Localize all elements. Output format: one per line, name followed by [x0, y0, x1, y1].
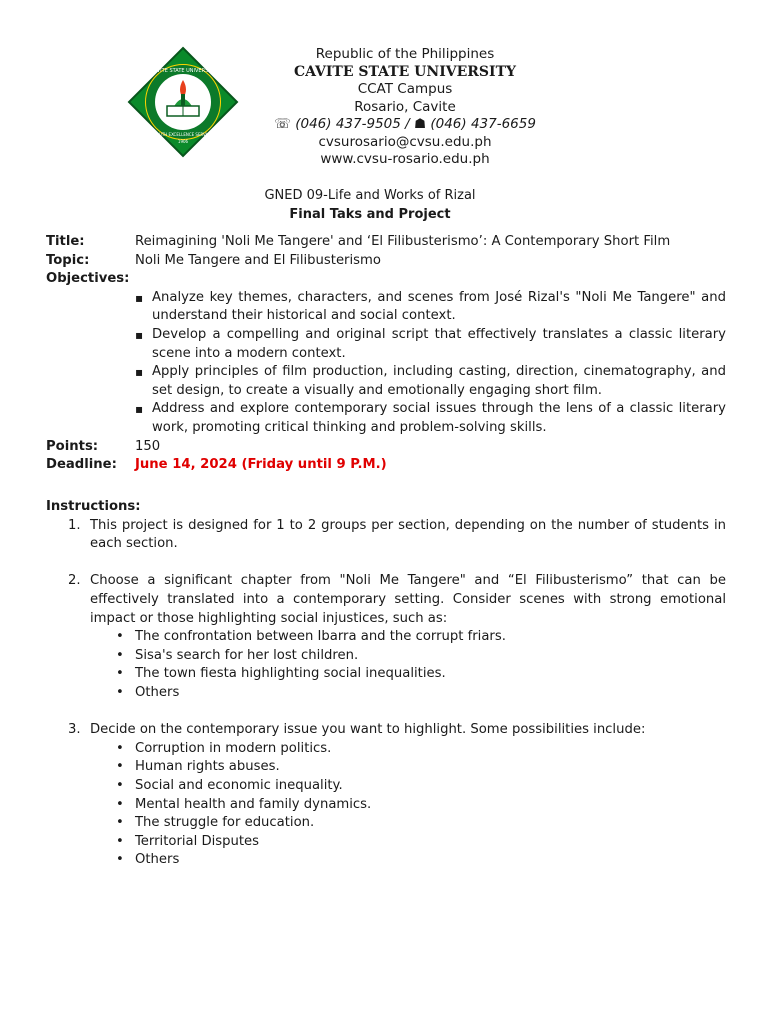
instructions-title: Instructions:: [46, 499, 141, 514]
course-subtitle: Final Taks and Project: [289, 207, 451, 222]
list-item: ▪ Develop a compelling and original script that effectively translates a classic literary scene into a modern context.: [135, 326, 726, 363]
instruction-step-1: [46, 517, 726, 554]
objectives-row: [46, 270, 726, 289]
list-item: • Sisa's search for her lost children.: [116, 647, 726, 666]
instructions-section: [46, 498, 726, 870]
title-value: Reimagining 'Noli Me Tangere' and ‘El Filibusterismo’: A Contemporary Short Film: [135, 234, 671, 249]
step-bullets: [90, 740, 726, 870]
project-details: [46, 233, 726, 475]
step-number: 3.: [68, 722, 81, 738]
campus-line: CCAT Campus: [357, 81, 453, 97]
logo-year: 1906: [177, 139, 189, 144]
points-row: [46, 438, 726, 457]
logo-text-bottom: TRUTH EXCELLENCE SERVICE: [153, 132, 213, 137]
list-item: ▪ Address and explore contemporary social issues through the lens of a classic literary work, promoting critical thinking and problem-solving skills.: [135, 400, 726, 437]
instruction-step-3: [46, 721, 726, 870]
list-item: • Territorial Disputes: [116, 833, 726, 852]
title-row: [46, 233, 726, 252]
objectives-list: [46, 289, 726, 438]
deadline-label: Deadline:: [46, 457, 117, 473]
university-logo: [127, 46, 239, 158]
topic-label: Topic:: [46, 252, 90, 268]
step-text: Decide on the contemporary issue you want to highlight. Some possibilities include:: [90, 722, 646, 738]
step-number: 2.: [68, 573, 81, 589]
step-text: This project is designed for 1 to 2 groups per section, depending on the number of students in each section.: [90, 517, 726, 552]
topic-value: Noli Me Tangere and El Filibusterismo: [135, 252, 381, 268]
course-code: GNED 09-Life and Works of Rizal: [264, 188, 476, 203]
website-line: www.cvsu-rosario.edu.ph: [320, 151, 490, 167]
instruction-step-2: [46, 572, 726, 702]
step-bullets: [90, 628, 726, 702]
course-heading: [170, 186, 570, 224]
list-item: • Social and economic inequality.: [116, 777, 726, 796]
list-item: • Others: [116, 851, 726, 870]
topic-row: [46, 252, 726, 271]
points-value: 150: [135, 438, 161, 454]
objectives-label: Objectives:: [46, 271, 130, 287]
list-item: • The struggle for education.: [116, 814, 726, 833]
title-label: Title:: [46, 234, 85, 249]
step-number: 1.: [68, 517, 81, 533]
step-text: Choose a significant chapter from "Noli Me Tangere" and “El Filibusterismo” that can be effectively translated into a contemporary setting. Consider scenes with strong emotional impact or those highlighting social injustices, such as:: [90, 573, 726, 626]
list-item: • The town fiesta highlighting social inequalities.: [116, 665, 726, 684]
list-item: ▪ Analyze key themes, characters, and scenes from José Rizal's "Noli Me Tangere" and understand their historical and social context.: [135, 289, 726, 326]
republic-line: Republic of the Philippines: [315, 46, 495, 62]
email-line: cvsurosario@cvsu.edu.ph: [318, 133, 492, 150]
points-label: Points:: [46, 438, 99, 454]
list-item: • Corruption in modern politics.: [116, 740, 726, 759]
phone-line: ☏ (046) 437-9505 / ☗ (046) 437-6659: [274, 116, 536, 132]
list-item: • Others: [116, 684, 726, 703]
list-item: • The confrontation between Ibarra and the corrupt friars.: [116, 628, 726, 647]
logo-text-top: CAVITE STATE UNIVERSITY: [150, 68, 216, 74]
list-item: ▪ Apply principles of film production, including casting, direction, cinematography, and set design, to create a visually and emotionally engaging short film.: [135, 363, 726, 400]
deadline-row: [46, 456, 726, 475]
deadline-value: June 14, 2024 (Friday until 9 P.M.): [135, 457, 387, 473]
list-item: • Human rights abuses.: [116, 758, 726, 777]
university-name: CAVITE STATE UNIVERSITY: [294, 63, 516, 80]
letterhead: [240, 46, 570, 169]
list-item: • Mental health and family dynamics.: [116, 796, 726, 815]
location-line: Rosario, Cavite: [354, 98, 456, 115]
